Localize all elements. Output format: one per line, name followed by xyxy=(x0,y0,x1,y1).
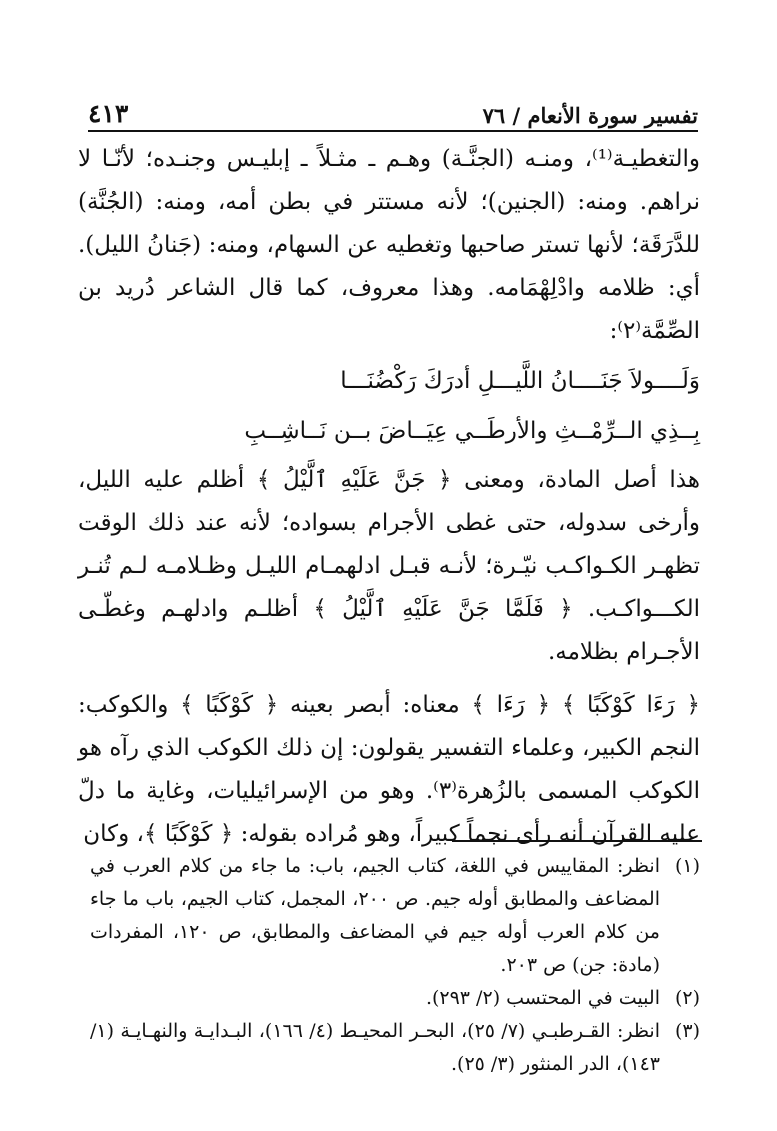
footnote-number: (٣) xyxy=(674,1020,700,1042)
poem-line-1: وَلَــــولاَ جَنَــــانُ اللَّيـــلِ أدرَكَ رَكْضُنَـــا xyxy=(340,368,700,394)
page-header xyxy=(88,88,698,128)
paragraph-3: ﴿ رَءَا كَوْكَبًا ﴾ ﴿ رَءَا ﴾ معناه: أبصر بعينه ﴿ كَوْكَبًا ﴾ والكوكب: النجم الكبير، وعلماء التفسير يقولون: إن ذلك الكوكب الذي رآه هو الكوكب المسمى بالزُهرة⁽٣⁾. وهو من الإسرائيليات، وغاية ما دلّ عليه القرآن أنه رأى نجماً كبيراً، وهو مُراده بقوله: ﴿ كَوْكَبًا ﴾، وكان xyxy=(78,692,700,847)
footnote-number: (١) xyxy=(674,855,700,877)
footnote-1 xyxy=(90,850,700,982)
footnote-text: انظر: القـرطبـي (٧/ ٢٥)، البحـر المحيـط (٤/ ١٦٦)، البـدايـة والنهـايـة (١/ ١٤٣)، الدر المنثور (٣/ ٢٥). xyxy=(90,1020,660,1075)
footnote-text: انظر: المقاييس في اللغة، كتاب الجيم، باب: ما جاء من كلام العرب في المضاعف والمطابق أوله جيم. ص ٢٠٠، المجمل، كتاب الجيم، باب ما جاء من كلام العرب أوله جيم في المضاعف والمطابق، ص ١٢٠، المفردات (مادة: جن) ص ٢٠٣. xyxy=(90,855,660,976)
page-number: ٤١٣ xyxy=(88,99,129,128)
footnotes xyxy=(90,850,700,1081)
footnote-2 xyxy=(90,982,700,1015)
footnote-3 xyxy=(90,1015,700,1081)
running-title: تفسير سورة الأنعام / ٧٦ xyxy=(482,103,698,128)
footnote-text: البيت في المحتسب (٢/ ٢٩٣). xyxy=(425,987,660,1009)
poem-line-2: بِــذِي الــرِّمْــثِ والأرطَــي عِيَــاضَ بــن نَــاشِــبِ xyxy=(244,418,700,444)
main-text xyxy=(78,138,700,856)
footnote-divider xyxy=(452,840,702,842)
footnote-number: (٢) xyxy=(674,987,700,1009)
paragraph-2: هذا أصل المادة، ومعنى ﴿ جَنَّ عَلَيْهِ ٱلَّيْلُ ﴾ أظلم عليه الليل، وأرخى سدوله، حتى غطى الأجرام بسواده؛ لأنه عند ذلك الوقت تظهـر الكـواكـب نيّـرة؛ لأنـه قبـل ادلهمـام الليـل وظـلامـه لـم تُنـر الكـــواكـب. ﴿ فَلَمَّا جَنَّ عَلَيْهِ ٱلَّيْلُ ﴾ أظلـم وادلهـم وغطّـى الأجـرام بظلامه. xyxy=(78,467,700,665)
header-rule xyxy=(88,130,698,132)
paragraph-1: والتغطيـة⁽¹⁾، ومنـه (الجنَّـة) وهـم ـ مثـلاً ـ إبليـس وجنـده؛ لأنّـا لا نراهم. ومنه: (الجنين)؛ لأنه مستتر في بطن أمه، ومنه: (الجُنَّة) للدَّرَقَة؛ لأنها تستر صاحبها وتغطيه عن السهام، ومنه: (جَنانُ الليل). أي: ظلامه وادْلِهْمَامه. وهذا معروف، كما قال الشاعر دُريد بن الصِّمَّة⁽٢⁾: xyxy=(78,146,700,344)
